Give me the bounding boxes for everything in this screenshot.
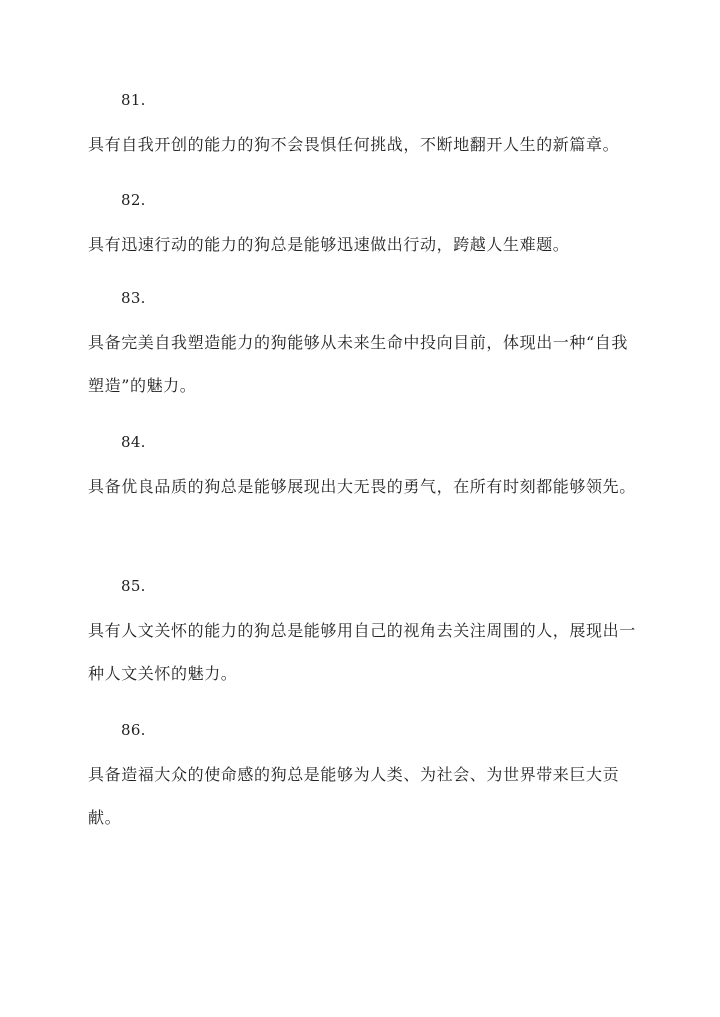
item-text: 具有自我开创的能力的狗不会畏惧任何挑战，不断地翻开人生的新篇章。 — [88, 135, 620, 154]
item-number: 83. — [121, 289, 146, 307]
list-item — [88, 432, 636, 508]
list-item — [88, 190, 636, 266]
item-text: 具备完美自我塑造能力的狗能够从未来生命中投向目前，体现出一种“自我塑造”的魅力。 — [88, 333, 628, 395]
list-item — [88, 720, 636, 839]
item-number: 85. — [121, 577, 146, 595]
item-number: 86. — [121, 721, 146, 739]
item-text: 具有人文关怀的能力的狗总是能够用自己的视角去关注周围的人，展现出一种人文关怀的魅力。 — [88, 621, 636, 683]
list-item — [88, 288, 636, 407]
item-number: 81. — [121, 91, 146, 109]
item-text: 具有迅速行动的能力的狗总是能够迅速做出行动，跨越人生难题。 — [88, 235, 570, 254]
item-number: 84. — [121, 433, 146, 451]
list-item — [88, 576, 636, 695]
item-number: 82. — [121, 191, 146, 209]
item-text: 具备造福大众的使命感的狗总是能够为人类、为社会、为世界带来巨大贡献。 — [88, 765, 620, 827]
list-item — [88, 90, 636, 166]
item-text: 具备优良品质的狗总是能够展现出大无畏的勇气，在所有时刻都能够领先。 — [88, 477, 636, 496]
